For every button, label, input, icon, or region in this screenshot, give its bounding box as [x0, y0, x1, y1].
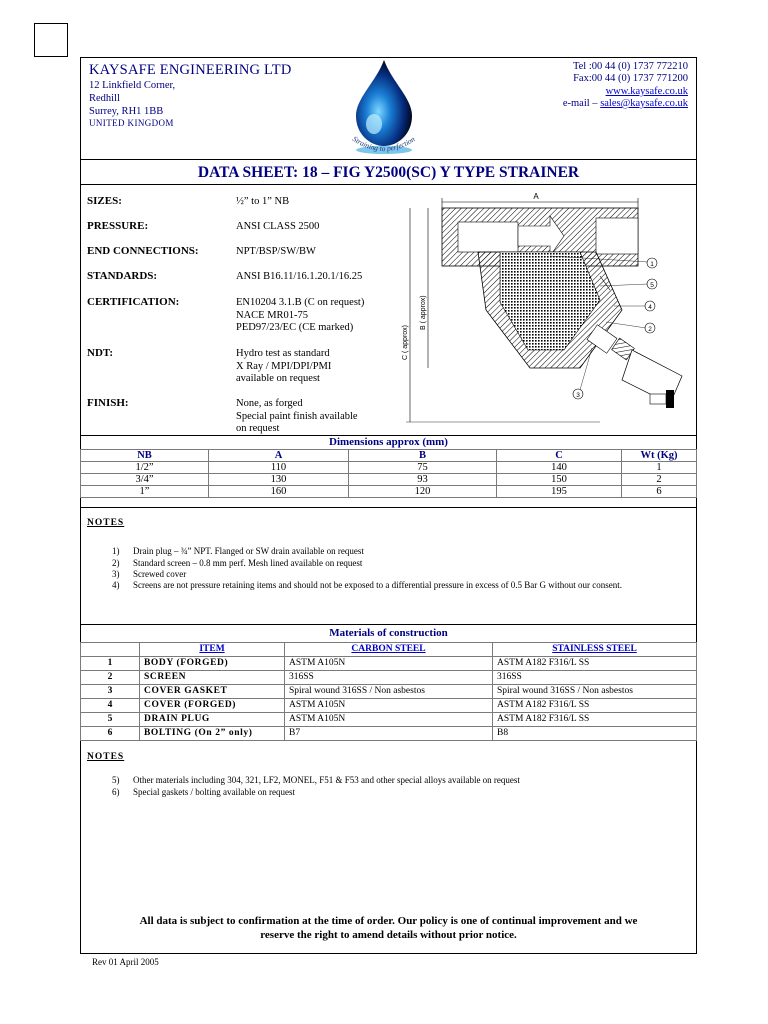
column-header — [81, 643, 140, 657]
table-cell: BOLTING (On 2” only) — [140, 727, 285, 741]
table-cell: DRAIN PLUG — [140, 713, 285, 727]
table-cell: 4 — [81, 699, 140, 713]
table-cell: ASTM A182 F316/L SS — [493, 713, 697, 727]
telephone: Tel :00 44 (0) 1737 772210 — [572, 61, 688, 72]
note-text: Standard screen – 0.8 mm perf. Mesh lined available on request — [133, 558, 363, 568]
callout-4: 4 — [648, 304, 652, 311]
spec-label-pressure: PRESSURE: — [87, 220, 149, 232]
dimension-a-label: A — [533, 192, 539, 201]
note-text: Screens are not pressure retaining items and should not be exposed to a differential pressure in excess of 0.5 Bar G without our consent. — [133, 580, 622, 590]
email-link[interactable]: sales@kaysafe.co.uk — [600, 98, 688, 109]
table-cell: B8 — [493, 727, 697, 741]
disclaimer-line-2: reserve the right to amend details without prior notice. — [260, 929, 517, 941]
table-cell: 1 — [622, 462, 697, 474]
logo-tagline: Straining to perfection — [350, 134, 417, 154]
callout-2: 2 — [648, 326, 652, 333]
table-row — [81, 486, 697, 498]
notes-label-2: NOTES — [87, 752, 125, 762]
email-label: e-mail – — [562, 98, 601, 109]
table-cell: ASTM A105N — [285, 713, 493, 727]
table-cell: SCREEN — [140, 671, 285, 685]
table-cell: 6 — [81, 727, 140, 741]
note-text: Screwed cover — [133, 569, 187, 579]
dimension-c-label: C ( approx) — [402, 324, 409, 360]
company-logo — [332, 58, 436, 162]
callout-1: 1 — [650, 261, 654, 268]
table-cell: 2 — [622, 474, 697, 486]
table-header-row — [81, 450, 697, 462]
note-number: 5) — [112, 775, 120, 785]
spec-value-end-connections: NPT/BSP/SW/BW — [236, 246, 316, 257]
dimension-b-label: B ( approx) — [420, 295, 427, 330]
table-cell: 150 — [497, 474, 622, 486]
table-cell: ASTM A105N — [285, 657, 493, 671]
address-line-2: Redhill — [89, 93, 120, 104]
notes-label: NOTES — [87, 518, 125, 528]
address-line-3: Surrey, RH1 1BB — [89, 106, 164, 117]
table-row — [81, 671, 697, 685]
callout-3: 3 — [576, 392, 580, 399]
table-cell: 110 — [209, 462, 349, 474]
table-cell: 93 — [349, 474, 497, 486]
dimensions-table — [80, 449, 697, 498]
spec-value-sizes: ½” to 1” NB — [236, 196, 290, 207]
table-cell: 1” — [81, 486, 209, 498]
table-cell: 3 — [81, 685, 140, 699]
page-title: DATA SHEET: 18 – FIG Y2500(SC) Y TYPE STRAINER — [197, 164, 580, 181]
materials-divider — [80, 624, 697, 625]
spec-label-standards: STANDARDS: — [87, 270, 158, 282]
table-cell: ASTM A182 F316/L SS — [493, 657, 697, 671]
spec-label-sizes: SIZES: — [87, 195, 122, 207]
table-cell: 140 — [497, 462, 622, 474]
title-divider — [80, 184, 697, 185]
website-link[interactable]: www.kaysafe.co.uk — [605, 86, 688, 97]
table-row — [81, 657, 697, 671]
column-header: A — [209, 450, 349, 462]
column-header: B — [349, 450, 497, 462]
spec-label-certification: CERTIFICATION: — [87, 296, 180, 308]
spec-value-certification: EN10204 3.1.B (C on request) NACE MR01-75 PED97/23/EC (CE marked) — [236, 297, 365, 333]
note-number: 3) — [112, 569, 120, 579]
spec-value-pressure: ANSI CLASS 2500 — [236, 221, 320, 232]
table-cell: 1/2” — [81, 462, 209, 474]
dimensions-title: Dimensions approx (mm) — [329, 436, 448, 448]
header-divider — [80, 159, 697, 160]
callout-5: 5 — [650, 282, 654, 289]
strainer-drawing — [400, 190, 692, 432]
materials-table — [80, 642, 697, 741]
table-row — [81, 699, 697, 713]
table-cell: Spiral wound 316SS / Non asbestos — [493, 685, 697, 699]
table-cell: Spiral wound 316SS / Non asbestos — [285, 685, 493, 699]
note-number: 1) — [112, 546, 120, 556]
address-line-1: 12 Linkfield Corner, — [89, 80, 176, 91]
table-cell: COVER GASKET — [140, 685, 285, 699]
materials-title: Materials of construction — [329, 627, 448, 639]
fax: Fax:00 44 (0) 1737 771200 — [573, 73, 688, 84]
spec-value-finish: None, as forged Special paint finish available on request — [236, 398, 358, 434]
table-cell: 75 — [349, 462, 497, 474]
email-line — [563, 98, 688, 110]
table-cell: COVER (FORGED) — [140, 699, 285, 713]
address-line-4: UNITED KINGDOM — [89, 118, 174, 128]
table-row — [81, 685, 697, 699]
corner-checkbox — [34, 23, 68, 57]
note-text: Drain plug – ¾” NPT. Flanged or SW drain available on request — [133, 546, 364, 556]
column-header: NB — [81, 450, 209, 462]
table-cell: 195 — [497, 486, 622, 498]
column-header: STAINLESS STEEL — [493, 643, 697, 657]
table-cell: 130 — [209, 474, 349, 486]
spec-label-finish: FINISH: — [87, 397, 129, 409]
table-cell: 160 — [209, 486, 349, 498]
table-row — [81, 474, 697, 486]
table-row — [81, 713, 697, 727]
column-header: C — [497, 450, 622, 462]
table-cell: B7 — [285, 727, 493, 741]
note-number: 6) — [112, 787, 120, 797]
table-cell: 1 — [81, 657, 140, 671]
table-cell: BODY (FORGED) — [140, 657, 285, 671]
column-header: ITEM — [140, 643, 285, 657]
notes-divider — [80, 507, 697, 508]
note-number: 4) — [112, 580, 120, 590]
spec-label-ndt: NDT: — [87, 347, 114, 359]
note-number: 2) — [112, 558, 120, 568]
table-cell: 120 — [349, 486, 497, 498]
table-row — [81, 462, 697, 474]
revision-label: Rev 01 April 2005 — [92, 957, 159, 967]
table-cell: 2 — [81, 671, 140, 685]
table-header-row — [81, 643, 697, 657]
table-cell: 6 — [622, 486, 697, 498]
company-name: KAYSAFE ENGINEERING LTD — [89, 62, 292, 78]
table-cell: ASTM A182 F316/L SS — [493, 699, 697, 713]
table-cell: 316SS — [285, 671, 493, 685]
spec-label-end-connections: END CONNECTIONS: — [87, 245, 199, 257]
table-cell: ASTM A105N — [285, 699, 493, 713]
note-text: Special gaskets / bolting available on request — [133, 787, 295, 797]
disclaimer-line-1: All data is subject to confirmation at the time of order. Our policy is one of continual improvement and we — [139, 915, 638, 927]
table-cell: 5 — [81, 713, 140, 727]
table-cell: 3/4” — [81, 474, 209, 486]
spec-value-ndt: Hydro test as standard X Ray / MPI/DPI/PMI available on request — [236, 348, 332, 384]
spec-value-standards: ANSI B16.11/16.1.20.1/16.25 — [236, 271, 363, 282]
table-cell: 316SS — [493, 671, 697, 685]
column-header: Wt (Kg) — [622, 450, 697, 462]
note-text: Other materials including 304, 321, LF2, MONEL, F51 & F53 and other special alloys available on request — [133, 775, 520, 785]
disclaimer — [80, 914, 697, 942]
table-row — [81, 727, 697, 741]
column-header: CARBON STEEL — [285, 643, 493, 657]
